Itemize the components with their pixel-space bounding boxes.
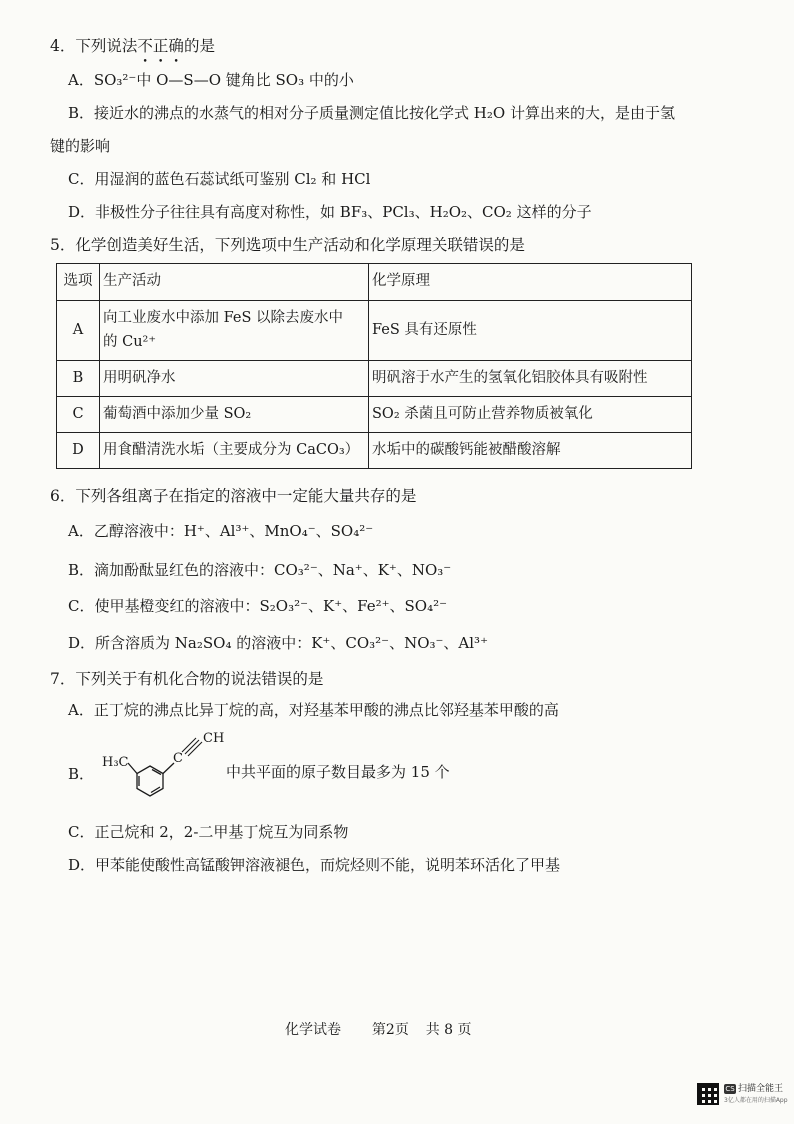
q5-stem: 5．化学创造美好生活，下列选项中生产活动和化学原理关联错误的是 [50,236,525,254]
q6-option-d: D．所含溶质为 Na₂SO₄ 的溶液中：K⁺、CO₃²⁻、NO₃⁻、Al³⁺ [68,634,488,652]
row-principle: FeS 具有还原性 [369,301,692,361]
q7-option-c: C．正己烷和 2，2-二甲基丁烷互为同系物 [68,823,349,841]
header-activity: 生产活动 [100,264,369,301]
label-h3c: H₃C [102,755,129,770]
q6-option-b: B．滴加酚酞显红色的溶液中：CO₃²⁻、Na⁺、K⁺、NO₃⁻ [68,561,452,579]
q4-stem-post: 的是 [183,37,215,55]
q6-option-c: C．使甲基橙变红的溶液中：S₂O₃²⁻、K⁺、Fe²⁺、SO₄²⁻ [68,597,448,615]
footer [285,1022,472,1039]
row-activity-line1: 向工业废水中添加 FeS 以除去废水中 [103,310,343,327]
table-row [57,433,692,469]
q7-option-a: A．正丁烷的沸点比异丁烷的高，对羟基苯甲酸的沸点比邻羟基苯甲酸的高 [68,701,559,719]
q4-number: 4． [50,37,76,55]
q4-option-d: D．非极性分子往往具有高度对称性，如 BF₃、PCl₃、H₂O₂、CO₂ 这样的分子 [68,203,592,221]
q6-option-a: A．乙醇溶液中：H⁺、Al³⁺、MnO₄⁻、SO₄²⁻ [68,522,374,540]
footer-total: 共 8 页 [425,1022,472,1038]
row-activity: 葡萄酒中添加少量 SO₂ [100,397,369,433]
q4-emphasis-char: 不 [137,37,153,55]
q4-stem [50,37,215,56]
row-option: A [57,301,100,361]
table-header-row [57,264,692,301]
q4-option-b-line2: 键的影响 [50,137,111,155]
footer-subject: 化学试卷 [285,1022,341,1038]
label-c: C [173,751,183,766]
label-ch: CH [203,731,225,746]
row-option: B [57,361,100,397]
methyl-bond [128,763,137,774]
row-option: D [57,433,100,469]
footer-page: 第2页 [371,1022,409,1038]
q7-option-b-label: B． [68,765,95,783]
row-option: C [57,397,100,433]
qr-code-icon [697,1083,719,1105]
q4-emphasis-char: 正 [152,37,169,55]
q7-option-d: D．甲苯能使酸性高锰酸钾溶液褪色，而烷烃则不能，说明苯环活化了甲基 [68,856,561,874]
scanner-subtitle: 3亿人都在用的扫描App [724,1096,788,1104]
row-principle: 明矾溶于水产生的氢氧化铝胶体具有吸附性 [369,361,692,397]
table-row [57,397,692,433]
q4-option-c: C．用湿润的蓝色石蕊试纸可鉴别 Cl₂ 和 HCl [68,170,371,188]
row-activity [100,301,369,361]
row-activity: 用食醋清洗水垢（主要成分为 CaCO₃） [100,433,369,469]
camscanner-icon: CS [725,1085,735,1093]
benzene-ring-icon [137,766,163,796]
scanner-name: 扫描全能王 [738,1084,784,1094]
q7-stem: 7．下列关于有机化合物的说法错误的是 [50,670,324,688]
q5-table [56,263,692,469]
q4-option-a: A．SO₃²⁻中 O—S—O 键角比 SO₃ 中的小 [68,71,354,89]
q7-molecule-structure [100,728,230,810]
q4-stem-pre: 下列说法 [75,37,138,55]
q7-option-b-text: 中共平面的原子数目最多为 15 个 [226,763,450,781]
row-principle: 水垢中的碳酸钙能被醋酸溶解 [369,433,692,469]
q4-emphasis-char: 确 [168,37,184,55]
q4-option-b-line1: B．接近水的沸点的水蒸气的相对分子质量测定值比按化学式 H₂O 计算出来的大，是由于氢 [68,104,675,122]
header-principle: 化学原理 [369,264,692,301]
q6-stem: 6．下列各组离子在指定的溶液中一定能大量共存的是 [50,487,417,505]
scanner-watermark [724,1084,788,1104]
row-principle: SO₂ 杀菌且可防止营养物质被氧化 [369,397,692,433]
table-row [57,361,692,397]
row-activity: 用明矾净水 [100,361,369,397]
triple-bond-icon [182,738,202,756]
header-option: 选项 [57,264,100,301]
table-row [57,301,692,361]
row-activity-line2: 的 Cu²⁺ [103,333,157,350]
